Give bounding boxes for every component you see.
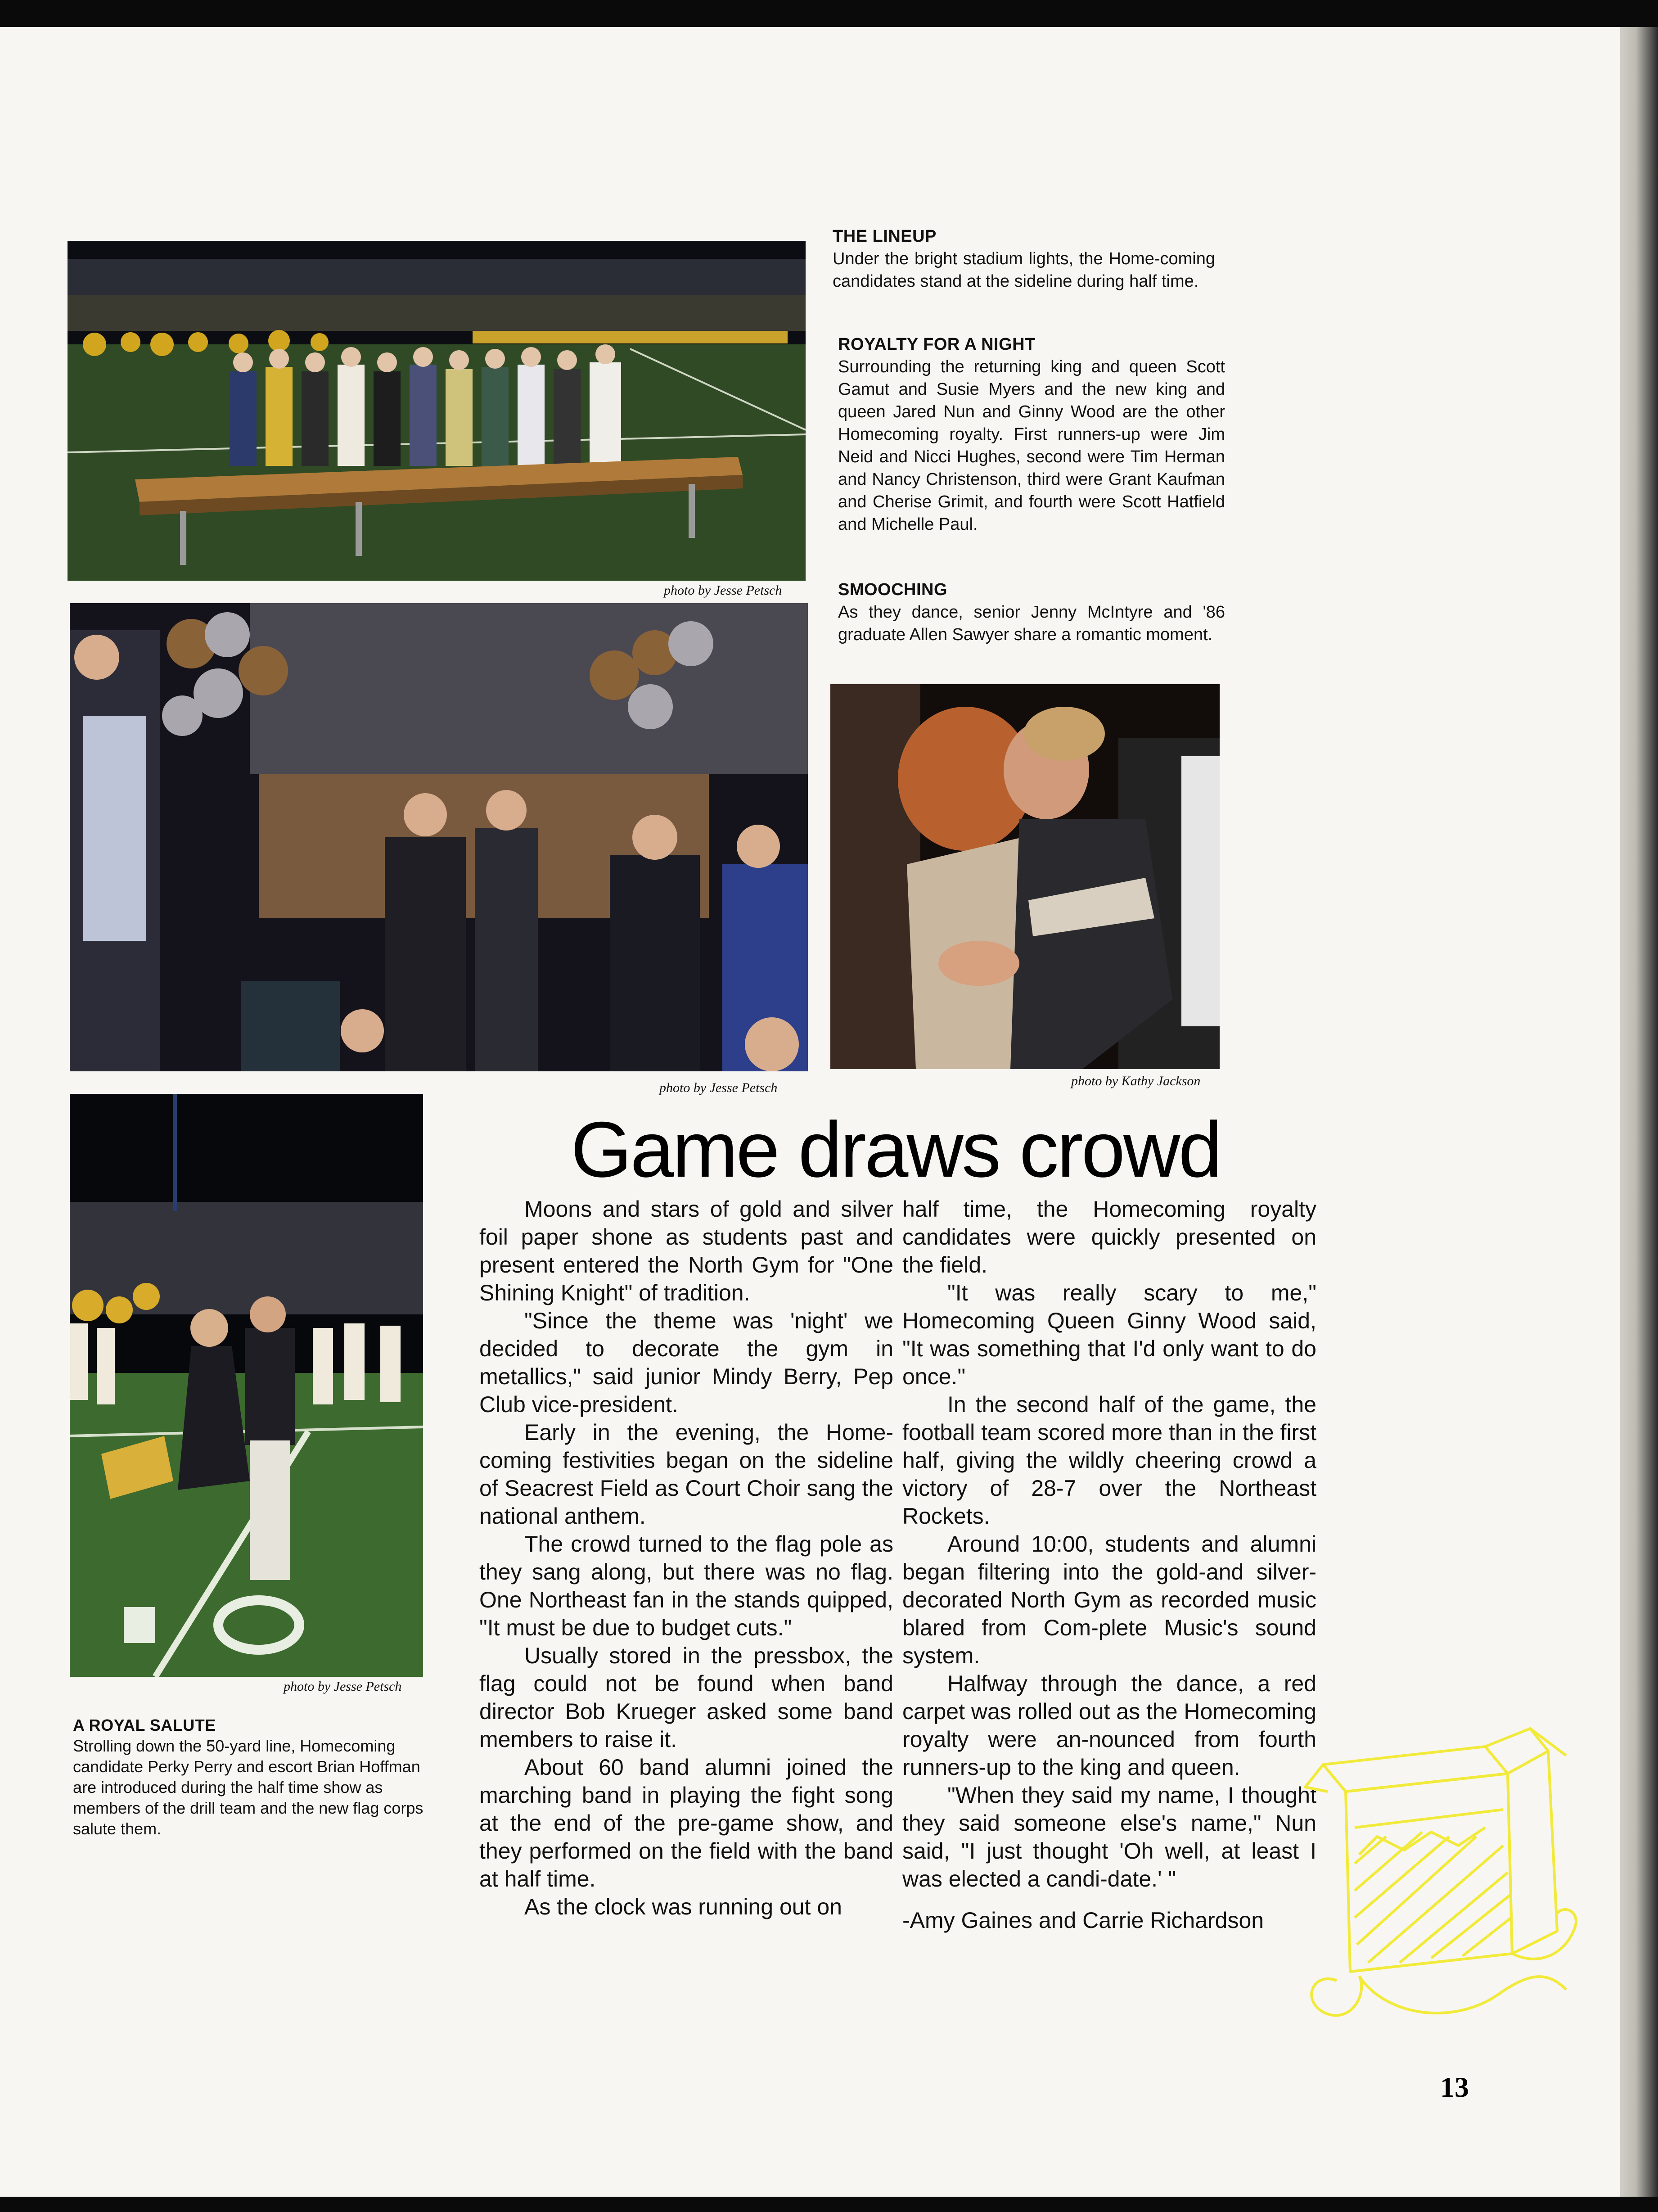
caption-text: Under the bright stadium lights, the Home-coming candidates stand at the sideline during half time. — [833, 249, 1215, 291]
photo-credit-smooch: photo by Kathy Jackson — [1071, 1074, 1201, 1088]
photo-royal-salute — [70, 1094, 423, 1677]
caption-lineup — [833, 225, 1215, 293]
photo-lineup — [68, 241, 806, 581]
paragraph: "When they said my name, I thought they said someone else's name," Nun said, "I just thought 'Oh well, at least I was elected a candi-date.' " — [902, 1783, 1316, 1891]
page-number: 13 — [1440, 2071, 1469, 2103]
paragraph: In the second half of the game, the football team scored more than in the first half, giving the wildly cheering crowd a victory of 28-7 over the Northeast Rockets. — [902, 1392, 1316, 1529]
paragraph: Halfway through the dance, a red carpet was rolled out as the Homecoming royalty were an-nounced from fourth runners-up to the king and queen. — [902, 1671, 1316, 1780]
gift-box-doodle-icon — [1296, 1702, 1584, 2035]
paragraph: Moons and stars of gold and silver foil paper shone as students past and present entered the North Gym for "One Shining Knight" of tradition. — [479, 1196, 893, 1305]
caption-text: Strolling down the 50-yard line, Homecoming candidate Perky Perry and escort Brian Hoffman are introduced during the half time show as members of the drill team and the new flag corps salute them. — [73, 1737, 424, 1838]
paragraph: "Since the theme was 'night' we decided to decorate the gym in metallics," said junior Mindy Berry, Pep Club vice-president. — [479, 1308, 893, 1417]
caption-title: ROYALTY FOR A NIGHT — [838, 335, 1036, 354]
paragraph: Usually stored in the pressbox, the flag could not be found when band director Bob Krueger asked some band members to raise it. — [479, 1643, 893, 1752]
paragraph: "It was really scary to me," Homecoming Queen Ginny Wood said, "It was something that I'd only want to do once." — [902, 1280, 1316, 1389]
caption-text: Surrounding the returning king and queen Scott Gamut and Susie Myers and the new king and queen Jared Nun and Ginny Wood are the other Homecoming royalty. First runners-up were Jim Neid and Nicci Hughes, second were Tim Herman and Nancy Christenson, third were Grant Kaufman and Cherise Grimit, and fourth were Scott Hatfield and Michelle Paul. — [838, 357, 1225, 534]
article-column-1 — [479, 1195, 893, 1921]
caption-royalty — [838, 333, 1225, 536]
article-byline: -Amy Gaines and Carrie Richardson — [902, 1908, 1264, 1933]
caption-smooching — [838, 578, 1225, 646]
photo-credit-lineup: photo by Jesse Petsch — [664, 583, 782, 598]
caption-text: As they dance, senior Jenny McIntyre and '86 graduate Allen Sawyer share a romantic moment. — [838, 603, 1225, 644]
article-headline: Game draws crowd — [571, 1106, 1221, 1194]
photo-smooching — [830, 684, 1220, 1069]
photo-gym-royalty — [70, 603, 808, 1071]
caption-title: THE LINEUP — [833, 227, 937, 246]
caption-title: A ROYAL SALUTE — [73, 1716, 216, 1734]
paragraph: half time, the Homecoming royalty candidates were quickly presented on the field. — [902, 1196, 1316, 1278]
caption-salute — [73, 1715, 426, 1839]
paragraph: Around 10:00, students and alumni began filtering into the gold-and silver-decorated North Gym as recorded music blared from Com-plete Music's sound system. — [902, 1531, 1316, 1668]
caption-title: SMOOCHING — [838, 580, 948, 599]
photo-credit-gym: photo by Jesse Petsch — [659, 1080, 778, 1095]
paragraph: About 60 band alumni joined the marching band in playing the fight song at the end of the pre-game show, and they performed on the field with the band at half time. — [479, 1755, 893, 1891]
photo-credit-salute: photo by Jesse Petsch — [284, 1679, 402, 1694]
paragraph: As the clock was running out on — [524, 1894, 842, 1919]
paragraph: The crowd turned to the flag pole as they sang along, but there was no flag. One Northeast fan in the stands quipped, "It must be due to budget cuts." — [479, 1531, 893, 1640]
paragraph: Early in the evening, the Home-coming festivities began on the sideline of Seacrest Field as Court Choir sang the national anthem. — [479, 1420, 893, 1529]
article-column-2 — [902, 1195, 1316, 1934]
